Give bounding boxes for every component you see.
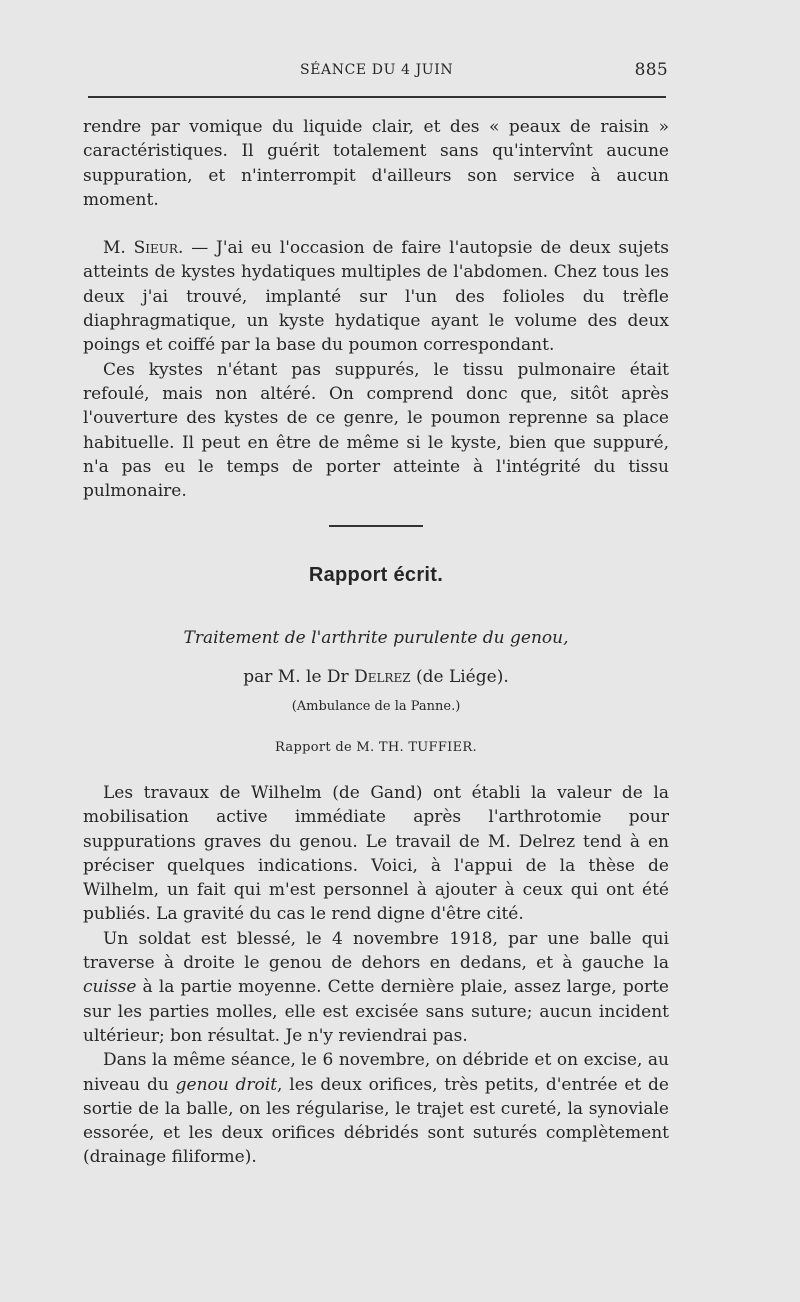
continuation-paragraph: rendre par vomique du liquide clair, et des « peaux de raisin » caractéristiques. Il guérit totalement sans qu'intervînt aucune suppuration, et n'interrompit d'ailleurs son service à aucun moment. xyxy=(83,117,669,210)
discussion-text-1: — J'ai eu l'occasion de faire l'autopsie de deux sujets atteints de kystes hydatiques multiples de l'abdomen. Chez tous les deux j'ai trouvé, implanté sur l'un des folioles du trèfle diaphragmatique, un kyste hydatique ayant le volume des deux poings et coiffé par la base du poumon correspondant. xyxy=(83,238,669,356)
section-title: Rapport écrit. xyxy=(308,564,444,587)
report-paragraph-1: Les travaux de Wilhelm (de Gand) ont établi la valeur de la mobilisation active immédiate après l'arthrotomie pour suppurations graves du genou. Le travail de M. Delrez tend à en préciser quelques indications. Voici, à l'appui de la thèse de Wilhelm, un fait qui m'est personnel à ajouter à ceux qui ont été publiés. La gravité du cas le rend digne d'être cité. xyxy=(83,782,669,925)
page-body xyxy=(83,115,669,1170)
author-name: Delrez xyxy=(354,667,411,688)
header-rule xyxy=(88,96,666,98)
report-p2-text-a: Un soldat est blessé, le 4 novembre 1918, par une balle qui traverse à droite le genou de dehors en dedans, et à gauche la xyxy=(83,928,669,974)
section-divider xyxy=(329,525,423,527)
report-p3-text-a: Dans la même séance, le 6 novembre, on débride et on excise, au niveau du xyxy=(83,1050,669,1095)
page-header xyxy=(88,58,668,88)
rapporteur-line: Rapport de M. TH. TUFFIER. xyxy=(275,739,477,755)
report-author xyxy=(83,665,669,689)
report-paragraph-2 xyxy=(83,927,669,1048)
author-prefix: par M. le Dr xyxy=(243,667,355,688)
report-p3-emphasis: genou droit xyxy=(175,1074,278,1095)
report-p2-text-b: à la partie moyenne. Cette dernière plaie, assez large, porte sur les parties molles, elle est excisée sans suture; aucun incident ultérieur; bon résultat. Je n'y reviendrai pas. xyxy=(83,977,669,1046)
report-p3-text-b: , les deux orifices, très petits, d'entrée et de sortie de la balle, on les régularise, le trajet est cureté, la synoviale essorée, et les deux orifices débridés sont suturés complètement (drainage filiforme). xyxy=(83,1074,669,1168)
report-title: Traitement de l'arthrite purulente du genou, xyxy=(183,627,569,648)
author-suffix: (de Liége). xyxy=(410,667,509,688)
discussion-paragraph-1 xyxy=(83,236,669,357)
report-p2-emphasis: cuisse xyxy=(83,977,137,998)
discussion-paragraph-2: Ces kystes n'étant pas suppurés, le tissu pulmonaire était refoulé, mais non altéré. On comprend donc que, sitôt après l'ouverture des kystes de ce genre, le poumon reprenne sa place habituelle. Il peut en être de même si le kyste, bien que suppuré, n'a pas eu le temps de porter atteinte à l'intégrité du tissu pulmonaire. xyxy=(83,359,669,502)
author-affiliation: (Ambulance de la Panne.) xyxy=(291,699,461,715)
page-number: 885 xyxy=(634,60,668,80)
report-paragraph-3 xyxy=(83,1048,669,1169)
speaker-name: M. Sieur. xyxy=(103,238,184,259)
running-title: SÉANCE DU 4 JUIN xyxy=(300,62,454,78)
report-body xyxy=(83,781,669,1170)
